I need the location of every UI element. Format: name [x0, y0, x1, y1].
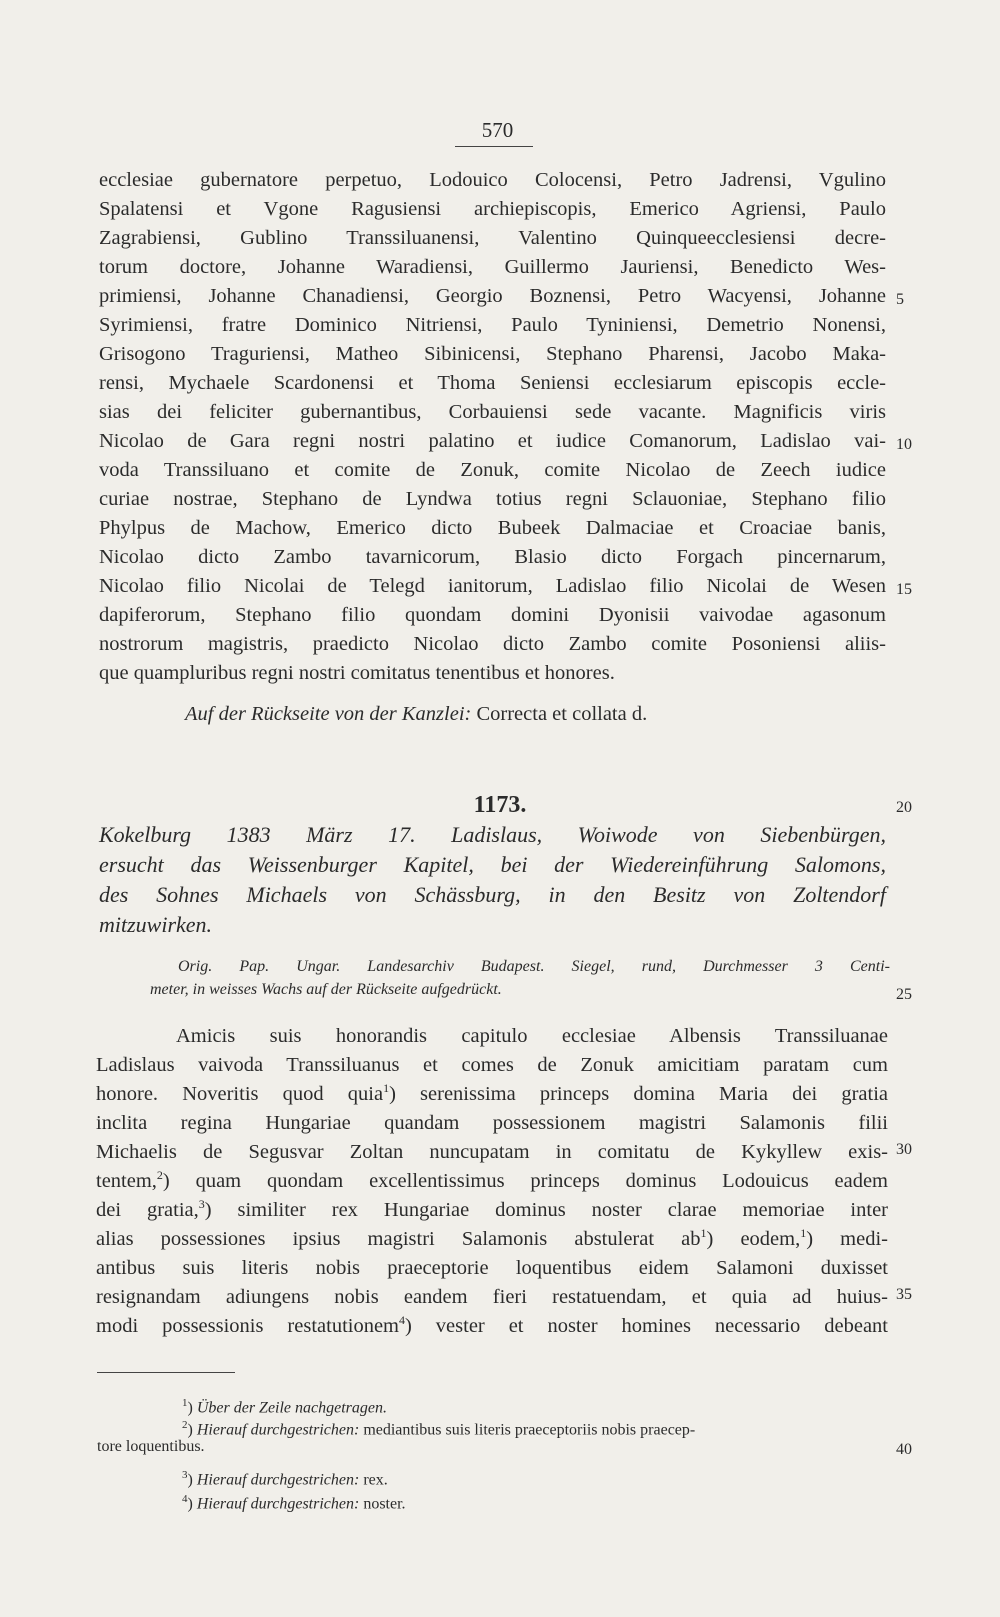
margin-line-number: 30	[896, 1141, 912, 1158]
document-number: 1173.	[473, 792, 527, 818]
footnote-number: 3	[182, 1469, 188, 1481]
footnote-marker: 4	[399, 1313, 406, 1328]
footnote-number: 4	[182, 1493, 188, 1505]
regest-line: Kokelburg 1383 März 17. Ladislaus, Woiwode von Siebenbürgen,	[99, 822, 886, 847]
text-line	[96, 1080, 888, 1109]
text-line: curiae nostrae, Stephano de Lyndwa totius regni Sclauoniae, Stephano filio	[99, 488, 886, 510]
footnote-number: 1	[182, 1397, 188, 1409]
text-line	[96, 1225, 888, 1254]
text-line: Zagrabiensi, Gublino Transsiluanensi, Valentino Quinqueecclesiensi decre-	[99, 227, 886, 249]
text-line: Ladislaus vaivoda Transsiluanus et comes de Zonuk amicitiam paratam cum	[96, 1054, 888, 1076]
text-line: primiensi, Johanne Chanadiensi, Georgio Boznensi, Petro Wacyensi, Johanne	[99, 285, 886, 307]
text-line: dapiferorum, Stephano filio quondam domini Dyonisii vaivodae agasonum	[99, 604, 886, 626]
text-line: Phylpus de Machow, Emerico dicto Bubeek Dalmaciae et Croaciae banis,	[99, 517, 886, 539]
text-segment: ) similiter rex Hungariae dominus noster clarae memoriae inter	[204, 1199, 888, 1221]
text-line: nostrorum magistris, praedicto Nicolao dicto Zambo comite Posoniensi aliis-	[99, 633, 886, 655]
text-line: Spalatensi et Vgone Ragusiensi archiepiscopis, Emerico Agriensi, Paulo	[99, 198, 886, 220]
text-segment: dei gratia,	[96, 1199, 199, 1221]
text-line: Nicolao filio Nicolai de Telegd ianitorum, Ladislao filio Nicolai de Wesen	[99, 575, 886, 597]
source-note-line: Orig. Pap. Ungar. Landesarchiv Budapest. Siegel, rund, Durchmesser 3 Centi-	[178, 958, 890, 975]
text-line: Nicolao de Gara regni nostri palatino et iudice Comanorum, Ladislao vai-	[99, 430, 886, 452]
footnote-continuation: tore loquentibus.	[97, 1438, 205, 1455]
text-line: voda Transsiluano et comite de Zonuk, comite Nicolao de Zeech iudice	[99, 459, 886, 481]
regest-line: des Sohnes Michaels von Schässburg, in den Besitz von Zoltendorf	[99, 882, 886, 907]
text-line: torum doctore, Johanne Waradiensi, Guillermo Jauriensi, Benedicto Wes-	[99, 256, 886, 278]
text-segment: tentem,	[96, 1170, 157, 1192]
text-line: sias dei feliciter gubernantibus, Corbauiensi sede vacante. Magnificis viris	[99, 401, 886, 423]
text-line	[96, 1312, 888, 1341]
footnote-text: noster.	[359, 1495, 406, 1513]
verso-note	[185, 700, 885, 729]
regest-line: mitzuwirken.	[99, 912, 213, 937]
footnote-text: rex.	[359, 1471, 388, 1489]
footnote: $^3$) Hierauf durchgestrichen: rex.	[182, 1469, 388, 1489]
source-note-line: meter, in weisses Wachs auf der Rückseite aufgedrückt.	[150, 981, 502, 998]
text-line: Grisogono Traguriensi, Matheo Sibinicensi, Stephano Pharensi, Jacobo Maka-	[99, 343, 886, 365]
footnote-label: Hierauf durchgestrichen:	[196, 1421, 360, 1439]
margin-line-number: 35	[896, 1286, 912, 1303]
text-line: resignandam adiungens nobis eandem fieri restatuendam, et quia ad huius-	[96, 1286, 888, 1308]
verso-note-label: Auf der Rückseite von der Kanzlei:	[185, 703, 472, 725]
text-segment: alias possessiones ipsius magistri Salamonis abstulerat ab	[96, 1228, 701, 1250]
text-segment: honore. Noveritis quod quia	[96, 1083, 384, 1105]
footnote-marker: 1	[383, 1081, 390, 1096]
text-segment: ) medi-	[806, 1228, 888, 1250]
footnote-marker: 2	[156, 1168, 163, 1183]
footnote-rule	[97, 1372, 235, 1373]
footnote-label: Über der Zeile nachgetragen.	[196, 1399, 388, 1417]
text-line: rensi, Mychaele Scardonensi et Thoma Seniensi ecclesiarum episcopis eccle-	[99, 372, 886, 394]
text-segment: ) quam quondam excellentissimus princeps dominus Lodouicus eadem	[162, 1170, 888, 1192]
margin-line-number: 5	[896, 291, 904, 308]
page-number-rule	[455, 146, 533, 147]
text-line: antibus suis literis nobis praeceptorie loquentibus eidem Salamoni duxisset	[96, 1257, 888, 1279]
footnote-marker: 1	[800, 1226, 807, 1241]
footnote-marker: 1	[700, 1226, 707, 1241]
footnote-label: Hierauf durchgestrichen:	[196, 1495, 360, 1513]
text-line: inclita regina Hungariae quandam possessionem magistri Salamonis filii	[96, 1112, 888, 1134]
margin-line-number: 40	[896, 1441, 912, 1458]
regest-line: ersucht das Weissenburger Kapitel, bei der Wiedereinführung Salomons,	[99, 852, 886, 877]
verso-note-text: Correcta et collata d.	[471, 703, 648, 725]
text-segment: modi possessionis restatutionem	[96, 1315, 400, 1337]
text-line: Amicis suis honorandis capitulo ecclesiae Albensis Transsiluanae	[176, 1025, 888, 1047]
footnote-label: Hierauf durchgestrichen:	[196, 1471, 360, 1489]
margin-line-number: 25	[896, 986, 912, 1003]
text-segment: ) serenissima princeps domina Maria dei gratia	[389, 1083, 888, 1105]
footnote: $^2$) Hierauf durchgestrichen: mediantibus suis literis praeceptoriis nobis praecep-	[182, 1419, 696, 1439]
text-segment: ) vester et noster homines necessario debeant	[405, 1315, 888, 1337]
text-line: ecclesiae gubernatore perpetuo, Lodouico Colocensi, Petro Jadrensi, Vgulino	[99, 169, 886, 191]
margin-line-number: 15	[896, 581, 912, 598]
page-number: 570	[481, 118, 514, 142]
margin-line-number: 20	[896, 799, 912, 816]
margin-line-number: 10	[896, 436, 912, 453]
text-line: Michaelis de Segusvar Zoltan nuncupatam in comitatu de Kykyllew exis-	[96, 1141, 888, 1163]
text-line	[96, 1196, 888, 1225]
text-line: que quampluribus regni nostri comitatus tenentibus et honores.	[99, 662, 615, 684]
text-segment: ) eodem,	[706, 1228, 801, 1250]
footnote-text: mediantibus suis literis praeceptoriis nobis praecep-	[359, 1421, 696, 1439]
text-line: Nicolao dicto Zambo tavarnicorum, Blasio dicto Forgach pincernarum,	[99, 546, 886, 568]
footnote-marker: 3	[198, 1197, 205, 1212]
text-line: Syrimiensi, fratre Dominico Nitriensi, Paulo Tyniniensi, Demetrio Nonensi,	[99, 314, 886, 336]
footnote-number: 2	[182, 1419, 188, 1431]
footnote: $^4$) Hierauf durchgestrichen: noster.	[182, 1493, 406, 1513]
text-line	[96, 1167, 888, 1196]
footnote: $^1$) Über der Zeile nachgetragen.	[182, 1397, 388, 1417]
